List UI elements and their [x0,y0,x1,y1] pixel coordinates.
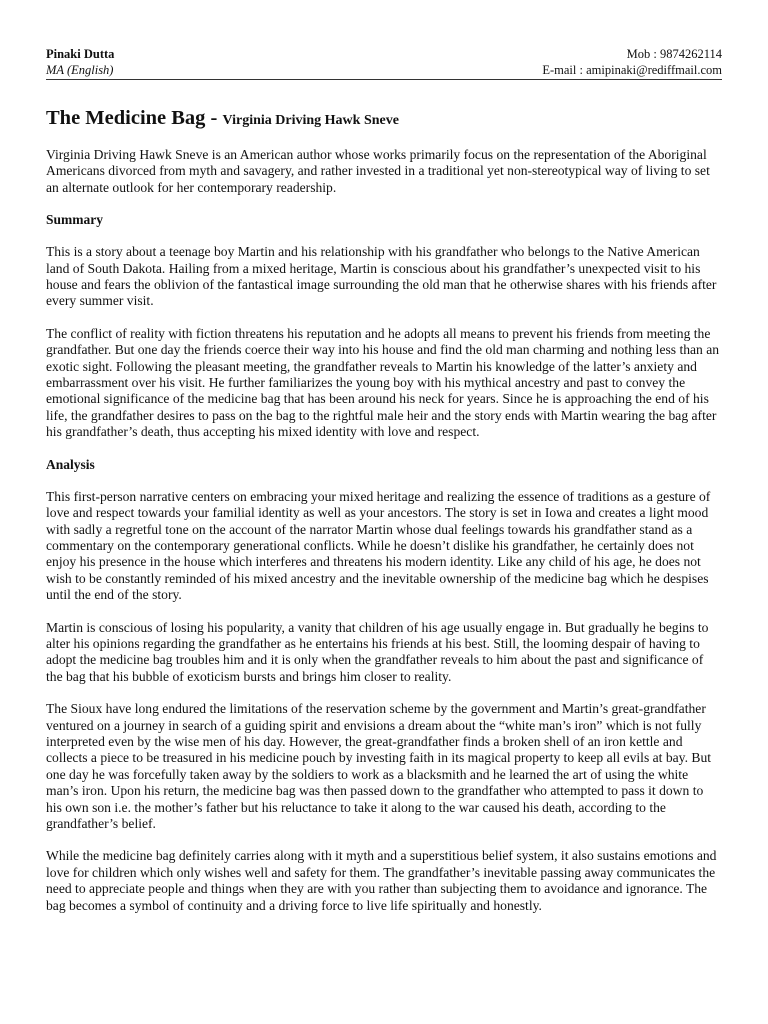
author-block [46,46,114,78]
summary-paragraph-1: This is a story about a teenage boy Martin and his relationship with his grandfather who belongs to the Native American land of South Dakota. Hailing from a mixed heritage, Martin is conscious about his grandfather’s unexpected visit to his house and fears the oblivion of the fantastical image surrounding the old man that he otherwise shares with his friends after every summer visit. [46,244,717,309]
document-title [46,106,722,133]
analysis-paragraph-2: Martin is conscious of losing his popularity, a vanity that children of his age usually engage in. But gradually he begins to alter his opinions regarding the grandfather as he entertains his friends at his best. Still, the looming despair of having to adopt the medicine bag troubles him and it is only when the grandfather reveals to him about the past and significance of the bag that his bubble of exoticism bursts and brings him closer to reality. [46,619,709,684]
email-address: E-mail : amipinaki@rediffmail.com [542,63,722,77]
author-name: Pinaki Dutta [46,47,115,61]
summary-heading: Summary [46,212,103,228]
title-subtitle: Virginia Driving Hawk Sneve [222,113,399,128]
mobile-number: Mob : 9874262114 [626,47,722,61]
analysis-heading: Analysis [46,456,95,472]
author-degree: MA (English) [46,63,114,77]
header-divider [46,79,722,80]
analysis-paragraph-3: The Sioux have long endured the limitations of the reservation scheme by the government and Martin’s great-grandfather ventured on a journey in search of a guiding spirit and envisions a dream about the “white man’s iron” which is not fully interpreted even by the wise men of his day. However, the great-grandfather finds a broken shell of an iron kettle and collects a piece to be treasured in his medicine pouch by investing faith in its magical property to keep all evils at bay. But one day he was forcefully taken away by the soldiers to work as a blacksmith and he learned the art of using the white man’s iron. Upon his return, the medicine bag was then passed down to the grandfather who attempted to pass it down to his own son i.e. the mother’s father but his reluctance to take it along to the war caused his death, according to the grandfather’s belief. [46,701,712,831]
analysis-paragraph-1: This first-person narrative centers on embracing your mixed heritage and realizing the essence of traditions as a gesture of love and respect towards your familial identity as well as your ancestors. The story is set in Iowa and creates a light mood with sadly a regretful tone on the account of the narrator Martin whose dual feelings towards his grandfather stand as a commentary on the contemporary generational conflicts. While he doesn’t dislike his grandfather, he certainly does not enjoy his presence in the house which interferes and threatens his modern identity. Like any child of his age, he does not wish to be constantly reminded of his mixed ancestry and the inevitable ownership of the medicine bag which he despises until the end of the story. [46,488,711,603]
analysis-paragraph-4: While the medicine bag definitely carries along with it myth and a superstitious belief system, it also sustains emotions and love for children which only wishes well and safety for them. The grandfather’s inevitable passing away communicates the need to appreciate people and things when they are with you rather than subjecting them to avoidance and ignorance. The bag becomes a symbol of continuity and a driving force to live life spiritually and honestly. [46,848,717,913]
summary-paragraph-2: The conflict of reality with fiction threatens his reputation and he adopts all means to prevent his friends from meeting the grandfather. But one day the friends coerce their way into his house and find the old man charming and nothing less than an exotic sight. Following the pleasant meeting, the grandfather reveals to Martin his knowledge of the latter’s anxiety and embarrassment over his visit. He further familiarizes the young boy with his mythical ancestry and past to convey the emotional significance of the medicine bag that has been around his neck for years. Since he is approaching the end of his life, the grandfather desires to pass on the bag to the rightful male heir and the story ends with Martin wearing the bag after his grandfather’s death, thus accepting his mixed identity with love and respect. [46,325,720,440]
intro-paragraph: Virginia Driving Hawk Sneve is an American author whose works primarily focus on the representation of the Aboriginal Americans divorced from myth and savagery, and rather invested in a traditional yet non-stereotypical way of living to set an alternate outlook for her contemporary readership. [46,147,710,195]
page-header [46,46,722,78]
contact-block [542,46,722,78]
title-main: The Medicine Bag - [46,107,223,129]
